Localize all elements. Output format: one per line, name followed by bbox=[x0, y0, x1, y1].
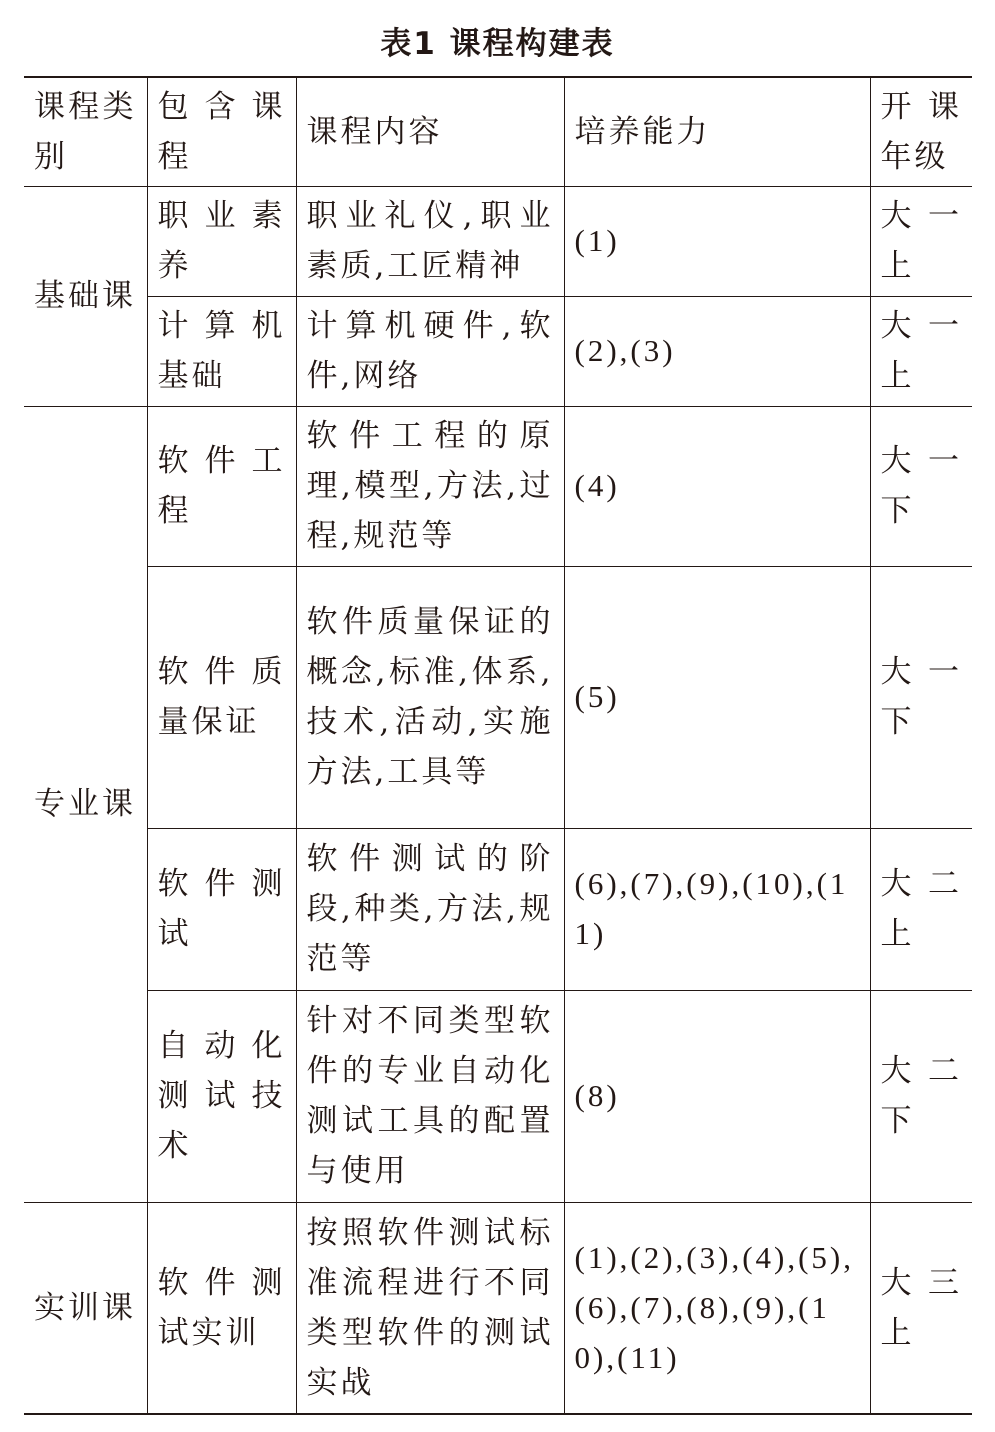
table-row bbox=[24, 828, 972, 990]
grade-cell: 大三上 bbox=[870, 1202, 972, 1414]
content-cell: 针对不同类型软件的专业自动化测试工具的配置与使用 bbox=[296, 990, 564, 1202]
category-cell: 实训课 bbox=[24, 1202, 147, 1414]
course-cell: 软件工程 bbox=[147, 406, 296, 566]
ability-cell: (6),(7),(9),(10),(11) bbox=[564, 828, 870, 990]
content-cell: 职业礼仪,职业素质,工匠精神 bbox=[296, 186, 564, 296]
grade-cell: 大二下 bbox=[870, 990, 972, 1202]
grade-cell: 大一上 bbox=[870, 186, 972, 296]
header-grade: 开课年级 bbox=[870, 77, 972, 186]
course-construction-table bbox=[24, 76, 972, 1415]
table-row bbox=[24, 296, 972, 406]
header-courses: 包含课程 bbox=[147, 77, 296, 186]
header-category: 课程类别 bbox=[24, 77, 147, 186]
table-row bbox=[24, 566, 972, 828]
header-row bbox=[24, 77, 972, 186]
category-cell: 专业课 bbox=[24, 406, 147, 1202]
content-cell: 软件质量保证的概念,标准,体系,技术,活动,实施方法,工具等 bbox=[296, 566, 564, 828]
ability-cell: (5) bbox=[564, 566, 870, 828]
course-cell: 职业素养 bbox=[147, 186, 296, 296]
course-cell: 软件测试实训 bbox=[147, 1202, 296, 1414]
header-ability: 培养能力 bbox=[564, 77, 870, 186]
category-cell: 基础课 bbox=[24, 186, 147, 406]
content-cell: 计算机硬件,软件,网络 bbox=[296, 296, 564, 406]
table-title: 表1 课程构建表 bbox=[380, 26, 615, 62]
grade-cell: 大二上 bbox=[870, 828, 972, 990]
content-cell: 软件测试的阶段,种类,方法,规范等 bbox=[296, 828, 564, 990]
header-content: 课程内容 bbox=[296, 77, 564, 186]
ability-cell: (4) bbox=[564, 406, 870, 566]
grade-cell: 大一上 bbox=[870, 296, 972, 406]
content-cell: 按照软件测试标准流程进行不同类型软件的测试实战 bbox=[296, 1202, 564, 1414]
table-row bbox=[24, 406, 972, 566]
table-row bbox=[24, 186, 972, 296]
grade-cell: 大一下 bbox=[870, 406, 972, 566]
table-row bbox=[24, 990, 972, 1202]
content-cell: 软件工程的原理,模型,方法,过程,规范等 bbox=[296, 406, 564, 566]
ability-cell: (1),(2),(3),(4),(5),(6),(7),(8),(9),(10),(11) bbox=[564, 1202, 870, 1414]
ability-cell: (1) bbox=[564, 186, 870, 296]
table-row bbox=[24, 1202, 972, 1414]
course-cell: 计算机基础 bbox=[147, 296, 296, 406]
course-cell: 自动化测试技术 bbox=[147, 990, 296, 1202]
ability-cell: (8) bbox=[564, 990, 870, 1202]
ability-cell: (2),(3) bbox=[564, 296, 870, 406]
grade-cell: 大一下 bbox=[870, 566, 972, 828]
course-cell: 软件测试 bbox=[147, 828, 296, 990]
course-cell: 软件质量保证 bbox=[147, 566, 296, 828]
